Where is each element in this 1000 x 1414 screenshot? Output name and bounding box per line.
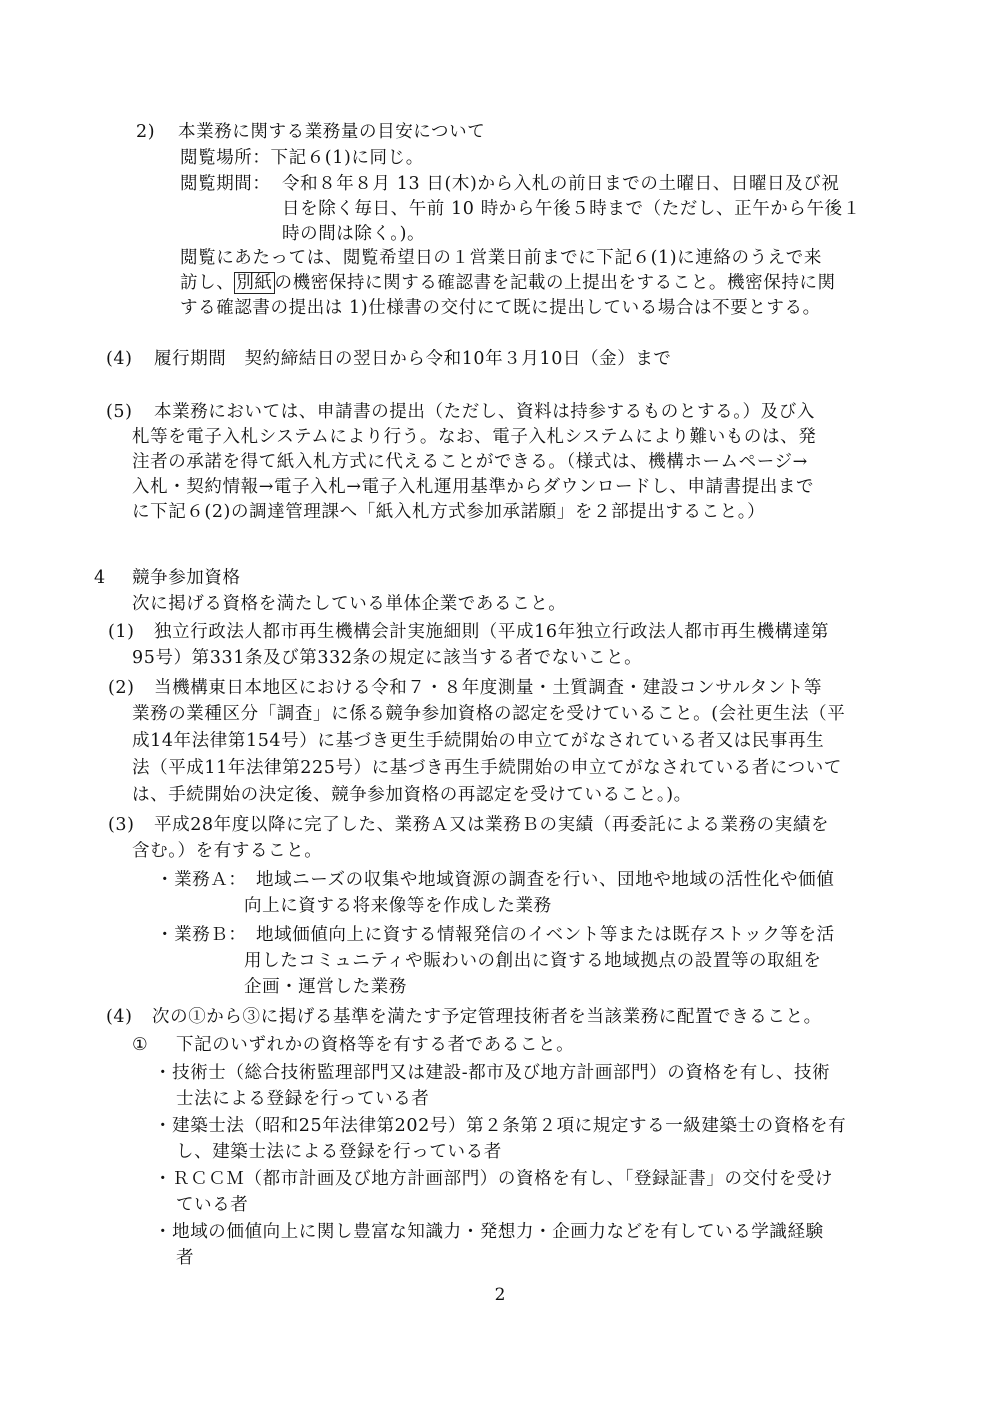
qualification-bullet: 士法による登録を行っている者 <box>176 1089 430 1109</box>
qualification-bullet: ・地域の価値向上に関し豊富な知識力・発想力・企画力などを有している学識経験 <box>154 1222 824 1242</box>
bullet-line: 地域ニーズの収集や地域資源の調査を行い、団地や地域の活性化や価値 <box>256 870 835 890</box>
qualification-bullet: ・技術士（総合技術監理部門又は建設-都市及び地方計画部門）の資格を有し、技術 <box>154 1063 831 1083</box>
performance-period: 履行期間 契約締結日の翌日から令和10年３月10日（金）まで <box>154 349 672 369</box>
paragraph-line: 法（平成11年法律第225号）に基づき再生手続開始の申立てがなされている者について <box>132 758 842 778</box>
item-number: 2) <box>136 122 156 142</box>
sub-item-text: 下記のいずれかの資格等を有する者であること。 <box>176 1035 575 1055</box>
bullet-line: 用したコミュニティや賑わいの創出に資する地域拠点の設置等の取組を <box>244 951 822 971</box>
viewing-period-line: 時の間は除く。)。 <box>282 224 426 244</box>
paragraph-line: 95号）第331条及び第332条の規定に該当する者でないこと。 <box>132 648 643 668</box>
item-number: (1) <box>108 622 135 642</box>
paragraph-line: 札等を電子入札システムにより行う。なお、電子入札システムにより難いものは、発 <box>132 427 817 447</box>
viewing-note-line: 閲覧にあたっては、閲覧希望日の１営業日前までに下記６(1)に連絡のうえで来 <box>180 248 822 268</box>
section-intro: 次に掲げる資格を満たしている単体企業であること。 <box>132 594 567 614</box>
item-number: (4) <box>106 1007 133 1027</box>
paragraph-line: 入札・契約情報→電子入札→電子入札運用基準からダウンロードし、申請書提出まで <box>132 477 815 497</box>
note-text: 訪し、 <box>180 273 235 293</box>
qualification-bullet: 者 <box>176 1248 195 1268</box>
item-number: (5) <box>106 402 133 422</box>
item-title: 本業務に関する業務量の目安について <box>178 122 486 142</box>
item-number: (3) <box>108 815 135 835</box>
note-text: の機密保持に関する確認書を記載の上提出をすること。機密保持に関 <box>274 273 836 293</box>
viewing-period-line: 日を除く毎日、午前 10 時から午後５時まで（ただし、正午から午後１ <box>282 199 861 219</box>
bullet-label: ・業務Ｂ： <box>156 925 247 945</box>
paragraph-line: 平成28年度以降に完了した、業務Ａ又は業務Ｂの実績（再委託による業務の実績を <box>154 815 830 835</box>
item-number: (2) <box>108 678 135 698</box>
paragraph-line: 業務の業種区分「調査」に係る競争参加資格の認定を受けていること。(会社更生法（平 <box>132 704 846 724</box>
paragraph-line: 当機構東日本地区における令和７・８年度測量・土質調査・建設コンサルタント等 <box>154 678 823 698</box>
section-title: 競争参加資格 <box>132 568 241 588</box>
bullet-line: 企画・運営した業務 <box>244 977 407 997</box>
paragraph-line: 成14年法律第154号）に基づき更生手続開始の申立てがなされている者又は民事再生 <box>132 731 825 751</box>
qualification-bullet: ・建築士法（昭和25年法律第202号）第２条第２項に規定する一級建築士の資格を有 <box>154 1116 847 1136</box>
viewing-note-line <box>180 271 836 295</box>
viewing-period-line: 令和８年８月 13 日(木)から入札の前日までの土曜日、日曜日及び祝 <box>282 174 840 194</box>
paragraph-line: 本業務においては、申請書の提出（ただし、資料は持参するものとする。）及び入 <box>154 402 815 422</box>
page-number: 2 <box>494 1285 506 1305</box>
section-number: 4 <box>94 568 106 588</box>
attachment-reference: 別紙 <box>236 273 273 293</box>
qualification-bullet: し、建築士法による登録を行っている者 <box>176 1142 502 1162</box>
viewing-period-label: 閲覧期間： <box>180 174 271 194</box>
paragraph-line: 含む。）を有すること。 <box>132 841 323 861</box>
bullet-line: 向上に資する将来像等を作成した業務 <box>244 896 552 916</box>
sub-item-number: ① <box>132 1035 149 1055</box>
viewing-place: 閲覧場所：下記６(1)に同じ。 <box>180 148 424 168</box>
paragraph-line: 独立行政法人都市再生機構会計実施細則（平成16年独立行政法人都市再生機構達第 <box>154 622 830 642</box>
paragraph-line: に下記６(2)の調達管理課へ「紙入札方式参加承諾願」を２部提出すること。） <box>132 502 766 522</box>
qualification-bullet: ・ＲＣＣＭ（都市計画及び地方計画部門）の資格を有し、「登録証書」の交付を受け <box>154 1169 834 1189</box>
bullet-line: 地域価値向上に資する情報発信のイベント等または既存ストック等を活 <box>256 925 835 945</box>
bullet-label: ・業務Ａ： <box>156 870 247 890</box>
paragraph-line: は、手続開始の決定後、競争参加資格の再認定を受けていること。)。 <box>132 785 692 805</box>
item-number: (4) <box>106 349 133 369</box>
paragraph-line: 次の①から③に掲げる基準を満たす予定管理技術者を当該業務に配置できること。 <box>152 1007 822 1027</box>
paragraph-line: 注者の承諾を得て紙入札方式に代えることができる。（様式は、機構ホームページ→ <box>132 452 808 472</box>
qualification-bullet: ている者 <box>176 1195 249 1215</box>
viewing-note-line: する確認書の提出は 1)仕様書の交付にて既に提出している場合は不要とする。 <box>180 298 821 318</box>
